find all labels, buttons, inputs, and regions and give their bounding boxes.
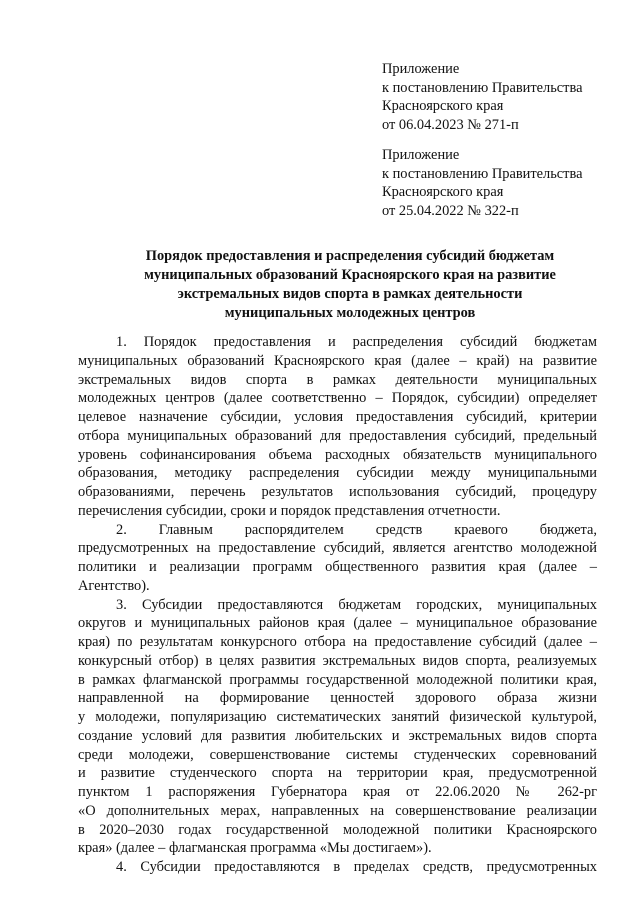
paragraph-line: 2. Главным распорядителем средств краевого бюджета, [116, 521, 597, 538]
paragraph-line: образования, методику распределения субсидии между муниципальными [78, 465, 597, 482]
paragraph-line: уровень софинансирования объема расходных обязательств муниципального [78, 446, 597, 463]
paragraph-line: пунктом 1 распоряжения Губернатора края от 22.06.2020 № 262-рг [78, 784, 597, 800]
paragraph-line: в рамках флагманской программы государственной молодежной политики края, [78, 671, 597, 688]
appendix-line: Красноярского края [382, 98, 504, 115]
paragraph-line: отбора муниципальных образований для предоставления субсидий, предельный [78, 427, 597, 444]
paragraph-line: округов и муниципальных районов края (далее – муниципальное образование [78, 615, 597, 632]
title-line: муниципальных образований Красноярского края на развитие [144, 267, 556, 283]
paragraph-line: среди молодежи, совершенствование системы студенческих соревнований [78, 746, 597, 763]
paragraph-line: края) по результатам конкурсного отбора на предоставление субсидий (далее – [78, 634, 597, 650]
paragraph-2 [78, 521, 597, 596]
paragraph-line: Агентство). [78, 577, 150, 594]
paragraph-line: экстремальных видов спорта в рамках деятельности муниципальных [78, 371, 597, 388]
paragraph-line: 4. Субсидии предоставляются в пределах средств, предусмотренных [116, 859, 597, 875]
paragraph-line: целевое назначение субсидии, условия предоставления субсидий, критерии [78, 409, 597, 425]
paragraph-line: 1. Порядок предоставления и распределения субсидий бюджетам [116, 334, 597, 350]
paragraph-3 [78, 596, 597, 859]
paragraph-line: политики и реализации программ общественного развития края (далее – [78, 559, 597, 575]
title-line: муниципальных молодежных центров [224, 305, 476, 321]
paragraph-line: 3. Субсидии предоставляются бюджетам городских, муниципальных [116, 596, 597, 613]
paragraph-line: края» (далее – флагманская программа «Мы достигаем»). [78, 840, 432, 857]
appendix-line: к постановлению Правительства [382, 165, 583, 182]
title-line: Порядок предоставления и распределения субсидий бюджетам [145, 248, 555, 264]
paragraph-line: у молодежи, популяризацию систематических занятий физической культурой, [78, 709, 597, 725]
paragraph-line: создание условий для развития любительских и экстремальных видов спорта [78, 727, 597, 744]
paragraph-line: предусмотренных на предоставление субсидий, является агентство молодежной [78, 540, 597, 557]
paragraph-line: молодежных центров (далее соответственно – Порядок, субсидии) определяет [78, 390, 597, 407]
paragraph-1 [78, 333, 597, 521]
paragraph-line: конкурсный отбор) в целях развития экстремальных видов спорта, реализуемых [78, 652, 597, 669]
appendix-line: Приложение [382, 61, 460, 77]
paragraph-line: образованиями, перечень результатов использования субсидий, процедуру [78, 484, 597, 500]
paragraph-line: направленной на формирование ценностей здорового образа жизни [78, 690, 597, 707]
paragraph-4 [78, 858, 597, 877]
paragraph-line: и развитие студенческого спорта на территории края, предусмотренной [78, 765, 597, 782]
document-body [78, 333, 597, 877]
appendix-line: от 25.04.2022 № 322-п [382, 202, 519, 219]
appendix-note-2023 [382, 60, 632, 134]
appendix-line: Приложение [382, 147, 460, 163]
paragraph-line: перечисления субсидии, сроки и порядок представления отчетности. [78, 502, 501, 519]
appendix-line: к постановлению Правительства [382, 79, 583, 96]
document-title [80, 247, 620, 323]
appendix-note-2022 [382, 146, 632, 220]
appendix-line: от 06.04.2023 № 271-п [382, 116, 519, 133]
title-line: экстремальных видов спорта в рамках деятельности [177, 286, 523, 302]
appendix-line: Красноярского края [382, 184, 504, 201]
paragraph-line: «О дополнительных мерах, направленных на совершенствование реализации [78, 802, 597, 819]
paragraph-line: в 2020–2030 годах государственной молодежной политики Красноярского [78, 821, 597, 838]
paragraph-line: муниципальных образований Красноярского края (далее – край) на развитие [78, 352, 597, 369]
